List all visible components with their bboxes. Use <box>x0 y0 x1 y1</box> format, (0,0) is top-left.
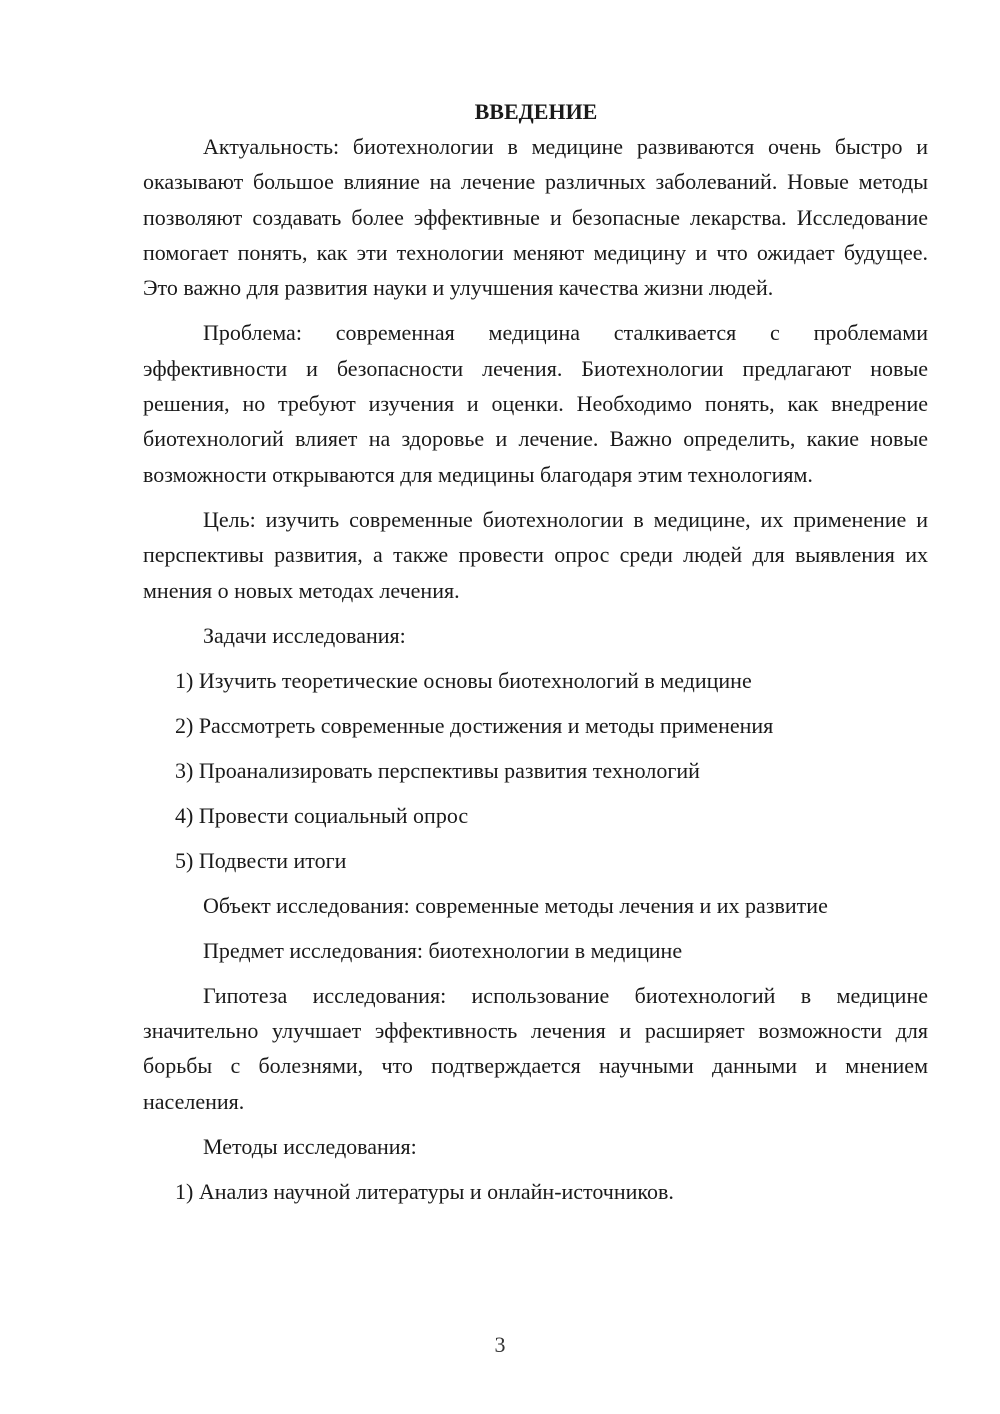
list-item: 2) Рассмотреть современные достижения и методы применения <box>175 712 774 738</box>
research-object: Объект исследования: современные методы лечения и их развитие <box>203 892 828 918</box>
list-item: 3) Проанализировать перспективы развития технологий <box>175 757 700 783</box>
tasks-list <box>143 663 928 878</box>
paragraph-goal: Цель: изучить современные биотехнологии в медицине, их применение и перспективы развития, а также провести опрос среди людей для выявления их мнения о новых методах лечения. <box>143 506 928 603</box>
list-item: 4) Провести социальный опрос <box>175 802 469 828</box>
document-page <box>143 94 928 1209</box>
page-number: 3 <box>494 1332 506 1357</box>
list-item: 1) Анализ научной литературы и онлайн-источников. <box>175 1179 674 1205</box>
methods-heading: Методы исследования: <box>203 1134 417 1160</box>
research-subject: Предмет исследования: биотехнологии в медицине <box>203 937 683 963</box>
paragraph-relevance: Актуальность: биотехнологии в медицине развиваются очень быстро и оказывают большое влияние на лечение различных заболеваний. Новые методы позволяют создавать более эффективные и безопасные лекарства. Исследование помогает понять, как эти технологии меняют медицину и что ожидает будущее. Это важно для развития науки и улучшения качества жизни людей. <box>143 134 928 301</box>
list-item: 1) Изучить теоретические основы биотехнологий в медицине <box>175 667 752 693</box>
tasks-heading: Задачи исследования: <box>203 622 406 648</box>
section-title: ВВЕДЕНИЕ <box>474 99 598 124</box>
methods-list <box>143 1174 928 1209</box>
paragraph-problem: Проблема: современная медицина сталкивается с проблемами эффективности и безопасности лечения. Биотехнологии предлагают новые решения, но требуют изучения и оценки. Необходимо понять, как внедрение биотехнологий влияет на здоровье и лечение. Важно определить, какие новые возможности открываются для медицины благодаря этим технологиям. <box>143 320 928 487</box>
list-item: 5) Подвести итоги <box>175 847 347 873</box>
paragraph-hypothesis: Гипотеза исследования: использование биотехнологий в медицине значительно улучшает эффективность лечения и расширяет возможности для борьбы с болезнями, что подтверждается научными данными и мнением населения. <box>143 982 928 1114</box>
